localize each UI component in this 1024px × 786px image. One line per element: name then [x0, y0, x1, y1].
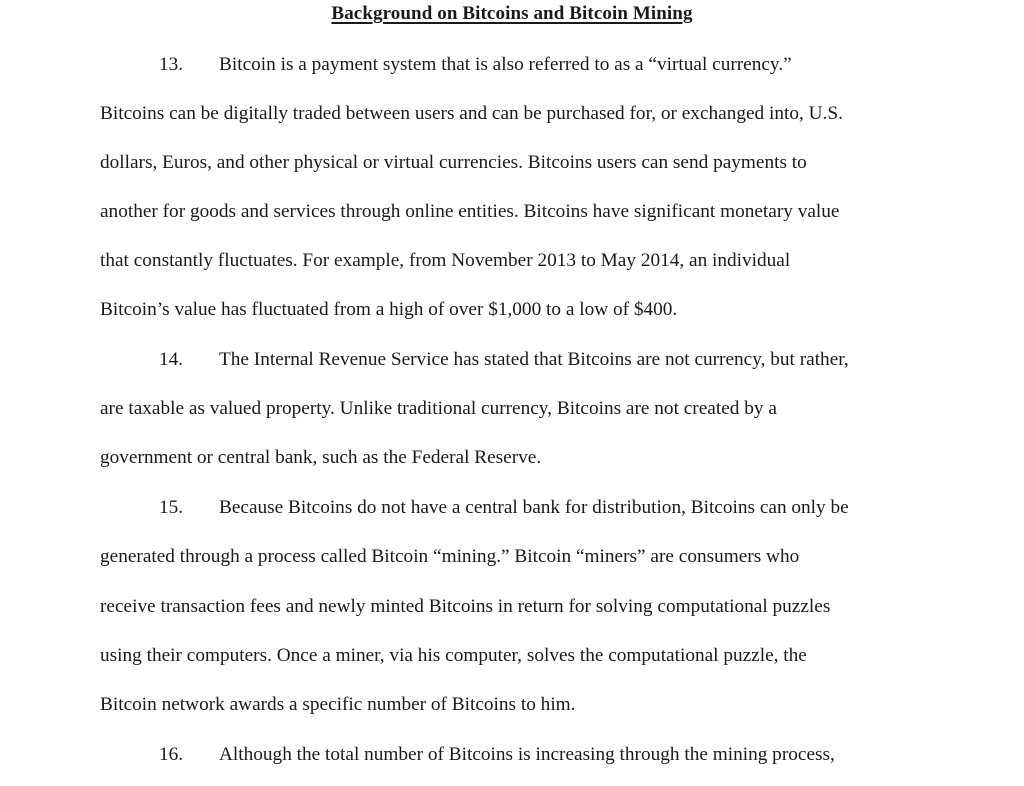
paragraph-number: 15.: [159, 497, 184, 518]
paragraph-line-text: Bitcoin is a payment system that is also referred to as a “virtual currency.”: [219, 54, 792, 75]
paragraph-line: Bitcoins can be digitally traded between users and can be purchased for, or exchanged into, U.S.: [100, 103, 843, 124]
paragraph-line: Bitcoin network awards a specific number of Bitcoins to him.: [100, 694, 576, 715]
paragraph-first-line: [100, 348, 849, 372]
paragraph-first-line: [100, 743, 835, 767]
paragraph-line: dollars, Euros, and other physical or virtual currencies. Bitcoins users can send payments to: [100, 152, 807, 173]
paragraph-line: Bitcoin’s value has fluctuated from a high of over $1,000 to a low of $400.: [100, 299, 678, 320]
paragraph-line: generated through a process called Bitcoin “mining.” Bitcoin “miners” are consumers who: [100, 546, 800, 567]
paragraph-line: receive transaction fees and newly minted Bitcoins in return for solving computational puzzles: [100, 596, 831, 617]
paragraph-first-line: [100, 53, 792, 77]
paragraph-line-text: The Internal Revenue Service has stated that Bitcoins are not currency, but rather,: [219, 349, 849, 370]
paragraph-number: 13.: [159, 54, 184, 75]
paragraph-line-text: Although the total number of Bitcoins is increasing through the mining process,: [219, 744, 835, 765]
paragraph-number: 16.: [159, 744, 184, 765]
paragraph-line: using their computers. Once a miner, via his computer, solves the computational puzzle, the: [100, 645, 807, 666]
paragraph-line: that constantly fluctuates. For example, from November 2013 to May 2014, an individual: [100, 250, 791, 271]
paragraph-line: are taxable as valued property. Unlike traditional currency, Bitcoins are not created by a: [100, 398, 777, 419]
section-heading: Background on Bitcoins and Bitcoin Mining: [331, 3, 693, 24]
paragraph-first-line: [100, 496, 849, 520]
paragraph-line: government or central bank, such as the Federal Reserve.: [100, 447, 542, 468]
paragraph-line-text: Because Bitcoins do not have a central bank for distribution, Bitcoins can only be: [219, 497, 849, 518]
paragraph-line: another for goods and services through online entities. Bitcoins have significant monetary value: [100, 201, 840, 222]
paragraph-number: 14.: [159, 349, 184, 370]
